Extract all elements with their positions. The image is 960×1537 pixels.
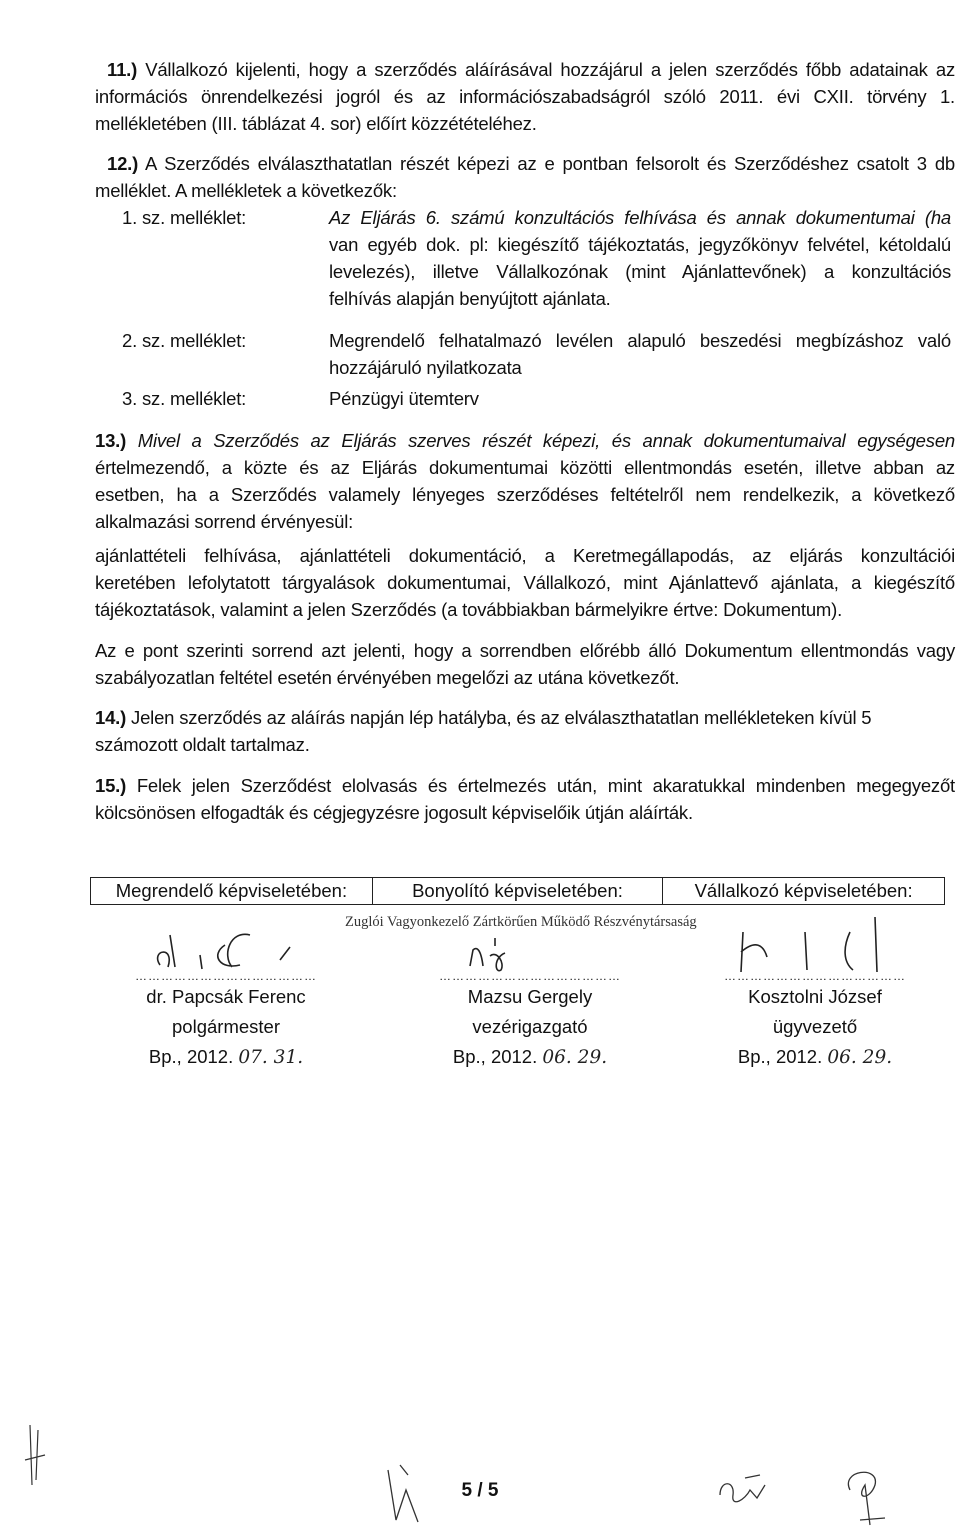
section-12-line-1: 12.) A Szerződés elválaszthatatlan részét képezi az e pontban felsorolt és Szerződéshez csatolt 3 db <box>107 153 955 174</box>
section-11 <box>95 56 955 137</box>
annex-1-line-2: van egyéb dok. pl: kiegészítő tájékoztatás, jegyzőkönyv felvétel, kétoldalú <box>329 234 951 255</box>
manager-title: vezérigazgató <box>472 1016 588 1037</box>
customer-title: polgármester <box>172 1016 280 1037</box>
section-12-line-2: melléklet. A mellékletek a következők: <box>95 180 397 201</box>
section-13-line-4: alkalmazási sorrend érvényesül: <box>95 511 354 532</box>
section-13-order <box>95 542 955 623</box>
manager-date: Bp., 2012. 06. 29. <box>452 1046 608 1068</box>
section-11-line-3: mellékletében (III. táblázat 4. sor) előírt közzétételéhez. <box>95 113 537 134</box>
contractor-date-hand: 06. 29. <box>827 1047 893 1068</box>
contractor-name: Kosztolni József <box>748 986 882 1007</box>
section-12 <box>95 150 955 204</box>
annex-1-text <box>329 204 951 312</box>
signature-line: …………………………………… <box>135 969 317 983</box>
section-13 <box>95 427 955 535</box>
annex-2-text <box>329 327 951 381</box>
section-11-number: 11.) <box>107 59 138 80</box>
signature-block-manager <box>410 970 650 1073</box>
customer-date-hand: 07. 31. <box>238 1047 304 1068</box>
signature-header-customer: Megrendelő képviseletében: <box>91 878 373 905</box>
signature-header-table <box>90 877 945 905</box>
annex-1-label: 1. sz. melléklet: <box>122 207 247 228</box>
annex-3-label: 3. sz. melléklet: <box>122 388 247 409</box>
section-13-meaning-line-1: Az e pont szerinti sorrend azt jelenti, hogy a sorrendben előrébb álló Dokumentum ellentmondás vagy <box>95 640 955 661</box>
section-13-order-line-2: keretében lefolytatott tárgyalások dokumentumai, Vállalkozó, mint Ajánlattevő ajánlata, a kiegészítő <box>95 572 955 593</box>
annex-1-line-1: Az Eljárás 6. számú konzultációs felhívása és annak dokumentumai (ha <box>329 207 951 228</box>
section-13-order-line-1: ajánlattételi felhívása, ajánlattételi dokumentáció, a Keretmegállapodás, az eljárás konzultációi <box>95 545 955 566</box>
company-stamp: Zuglói Vagyonkezelő Zártkörűen Működő Részvénytársaság <box>345 914 697 930</box>
contractor-date: Bp., 2012. 06. 29. <box>737 1046 893 1068</box>
annex-1-line-3: levelezés), illetve Vállalkozónak (mint Ajánlattevőnek) a konzultációs <box>329 261 951 282</box>
annex-2-line-2: hozzájáruló nyilatkozata <box>329 357 522 378</box>
section-13-line-3: esetben, ha a Szerződés valamely lényeges szerződéses feltételről nem rendelkezik, a következő <box>95 484 955 505</box>
section-14-number: 14.) <box>95 707 127 728</box>
section-15-line-2: kölcsönösen elfogadták és cégjegyzésre jogosult képviselőik útján aláírták. <box>95 802 693 823</box>
annex-2 <box>122 327 957 387</box>
page-number: 5 / 5 <box>461 1480 499 1501</box>
annex-2-label: 2. sz. melléklet: <box>122 330 247 351</box>
annex-3 <box>122 385 957 415</box>
signature-block-contractor <box>695 970 935 1073</box>
manager-name: Mazsu Gergely <box>467 986 593 1007</box>
section-13-number: 13.) <box>95 430 127 451</box>
signature-block-customer <box>112 970 340 1073</box>
signature-line: …………………………………… <box>439 969 621 983</box>
section-13-line-2: értelmezendő, a közte és az Eljárás dokumentumai közötti ellentmondás esetén, illetve abban az <box>95 457 955 478</box>
annex-3-text <box>329 385 951 412</box>
section-13-order-line-3: tájékoztatások, valamint a jelen Szerződés (a továbbiakban bármelyikre értve: Dokumentum). <box>95 599 843 620</box>
section-13-line-1: 13.) Mivel a Szerződés az Eljárás szerves részét képezi, és annak dokumentumaival egységesen <box>95 430 956 451</box>
signature-scribble-contractor <box>735 912 895 977</box>
section-11-line-1: 11.) Vállalkozó kijelenti, hogy a szerződés aláírásával hozzájárul a jelen szerződés főbb adatainak az <box>107 59 955 80</box>
section-14-line-2: számozott oldalt tartalmaz. <box>95 734 310 755</box>
section-15-line-1: 15.) Felek jelen Szerződést elolvasás és értelmezés után, mint akaratukkal mindenben megegyezőt <box>95 775 955 796</box>
section-12-number: 12.) <box>107 153 139 174</box>
signature-header-contractor: Vállalkozó képviseletében: <box>663 878 945 905</box>
section-14 <box>95 704 955 758</box>
signature-header-manager: Bonyolító képviseletében: <box>372 878 662 905</box>
section-11-line-2: információs önrendelkezési jogról és az információszabadságról szóló 2011. évi CXII. törvény 1. <box>95 86 955 107</box>
contractor-title: ügyvezető <box>772 1016 858 1037</box>
section-13-meaning-line-2: szabályozatlan feltétel esetén érvényében megelőzi az utána következőt. <box>95 667 680 688</box>
section-15 <box>95 772 955 826</box>
annex-3-line-1: Pénzügyi ütemterv <box>329 388 479 409</box>
customer-date: Bp., 2012. 07. 31. <box>148 1046 304 1068</box>
annex-1-line-4: felhívás alapján benyújtott ajánlata. <box>329 288 611 309</box>
customer-name: dr. Papcsák Ferenc <box>146 986 306 1007</box>
section-15-number: 15.) <box>95 775 127 796</box>
signature-line: …………………………………… <box>724 969 906 983</box>
manager-date-hand: 06. 29. <box>542 1047 608 1068</box>
section-14-line-1: 14.) Jelen szerződés az aláírás napján lép hatályba, és az elválaszthatatlan mellékleteken kívül 5 <box>95 707 872 728</box>
section-13-meaning <box>95 637 955 691</box>
annex-2-line-1: Megrendelő felhatalmazó levélen alapuló beszedési megbízáshoz való <box>329 330 951 351</box>
